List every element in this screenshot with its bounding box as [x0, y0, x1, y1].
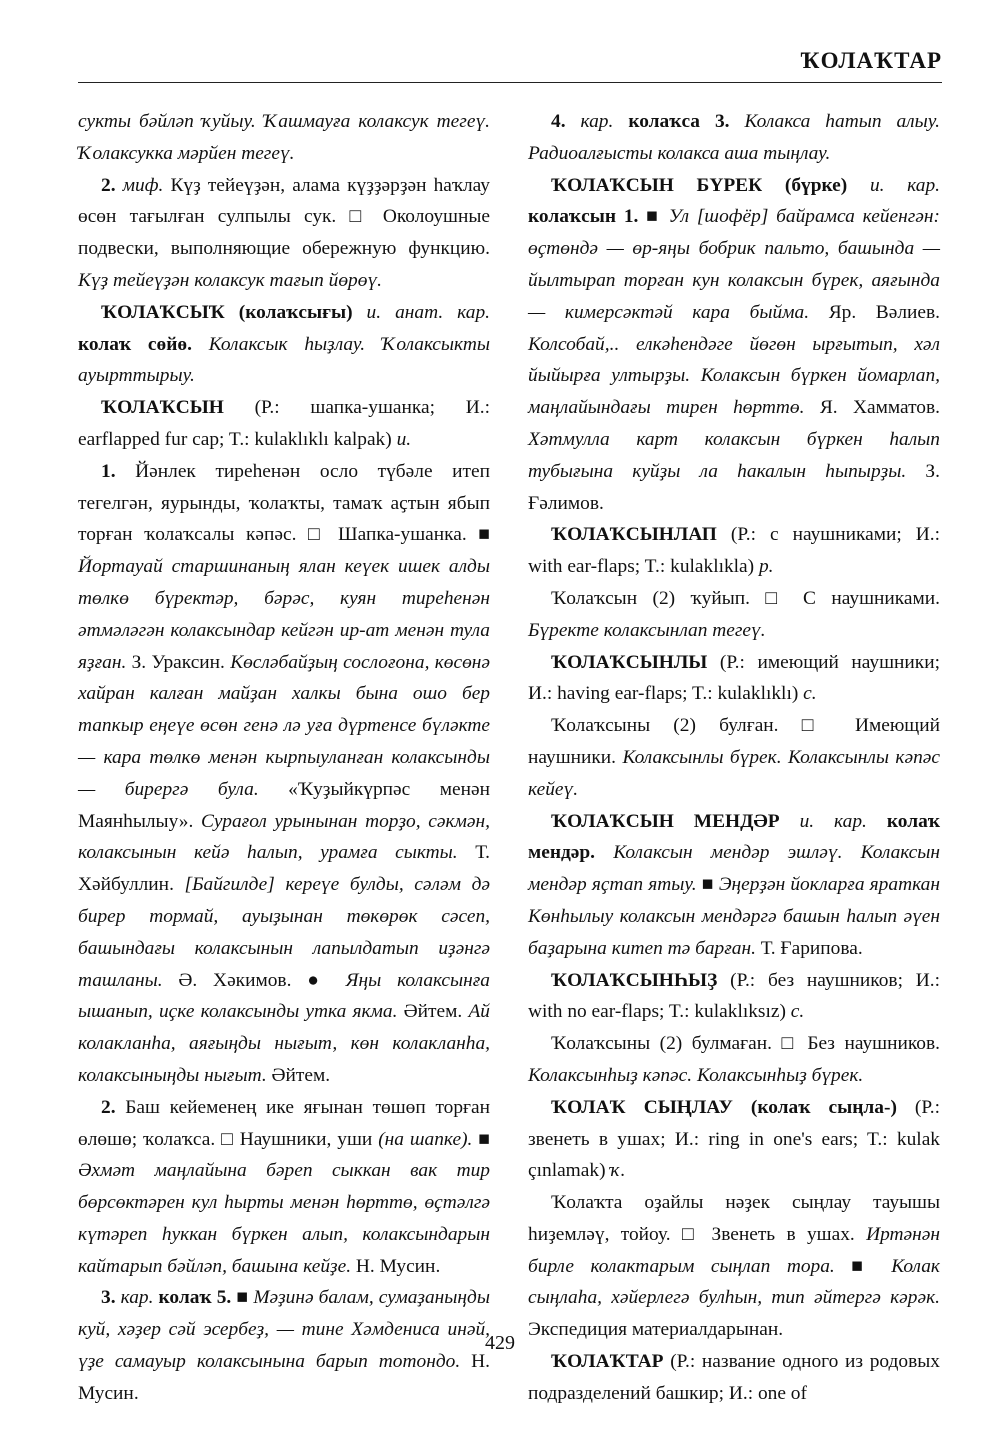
dictionary-paragraph: ҠОЛАҠСЫНЛЫ (Р.: имеющий наушники; И.: having ear-flaps; T.: kulaklıklı) с.: [528, 651, 940, 705]
dictionary-paragraph: 2. Баш кейеменең ике яғынан төшөп торған өлөшө; ҡолаҡса. □ Наушники, уши (на шапке). ■ Әхмәт маңлайына бәреп сыккан вак тир бөрсөктәрен кул һырты менән һөрттө, өҫтәлгә күтәреп һуккан бүркен алып, колаксындарын кайтарып бәйләп, башына кейҙе. Н. Мусин.: [78, 1096, 491, 1277]
dictionary-paragraph: ҠОЛАҠСЫН (Р.: шапка-ушанка; И.: earflapped fur cap; T.: kulaklıklı kalpak) и.: [78, 397, 490, 450]
dictionary-paragraph: 3. кар. колаҡ 5. ■ Мәҙинә балам, сумаҙаныңды куй, хәҙер сәй эсербеҙ, — тине Хәмдениса инәй, үҙе самауыр колаксынына барып тотондо. Н. Мусин.: [78, 1287, 491, 1404]
dictionary-paragraph: Ҡолаҡта оҙайлы нәҙек сыңлау тауышы һиҙемләү, тойоу. □ Звенеть в ушах. Иртәнән бирле колактарым сыңлап тора. ■ Колак сыңлаһа, хәйерлегә булһын, тип әйтергә кәрәк. Экспедиция материалдарынан.: [528, 1192, 940, 1341]
running-head: ҠОЛАҠТАР: [800, 48, 942, 73]
dictionary-paragraph: ҠОЛАҠСЫН МЕНДӘР и. кар. колаҡ мендәр. Колаксын мендәр эшләү. Колаксын мендәр яҫтап ятыу. ■ Эңерҙән йокларға яраткан Көнһылыу колаксын мендәргә башын һалып әүен баҙарына китеп тә барған. Т. Ғарипова.: [528, 810, 940, 959]
dictionary-paragraph: Ҡолаҡсыны (2) булған. □ Имеющий наушники. Колаксынлы бүрек. Колаксынлы кәпәс кейеү.: [528, 715, 940, 800]
dictionary-paragraph: 4. кар. колаҡса 3. Колакса һатып алыу. Радиоалғысты колакса аша тыңлау.: [528, 111, 940, 164]
dictionary-paragraph: сукты бәйләп ҡуйыу. Ҡашмауға колаксук тегеү. Ҡолаксукка мәрйен тегеү.: [78, 111, 490, 164]
dictionary-paragraph: ҠОЛАҠТАР (Р.: название одного из родовых подразделений башкир; И.: one of: [528, 1351, 940, 1404]
dictionary-paragraph: 1. Йәнлек тиреһенән осло түбәле итеп тегелгән, яурынды, ҡолаҡты, тамаҡ аҫтын ябып торған ҡолаҡсалы кәпәс. □ Шапка-ушанка. ■ Йортауай старшинаның ялан кеүек ишек алды төлкө бүректәр, бәрәс, куян тиреһенән әтмәләгән колаксындар кейгән ир-ат менән тула яҙған. З. Ураксин. Көсләбайҙың сослоғона, көсөнә хайран калған майҙан халкы бына ошо бер тапкыр еңеүе өсөн генә лә уға дүртенсе бүләкте — кара төлкө менән кырпыуланған колаксынды — бирергә була. «Ҡуҙыйкүрпәс менән Маянһылыу». Сурағол урынынан торҙо, сәкмән, колаксынын кейә һалып, урамға сыкты. Т. Хәйбуллин. [Байгилде] кереүе булды, сәләм дә бирер тормай, ауыҙынан төкөрөк сәсеп, башындағы колаксынын лапылдатып иҙәнгә ташланы. Ә. Хәкимов. ● Яңы колаксынға ышанып, иҫке колаксынды утка якма. Әйтем. Ай колакланһа, аяғыңды нығыт, көн колакланһа, колаксыныңды нығыт. Әйтем.: [78, 460, 490, 1086]
right-column: [528, 106, 940, 1410]
dictionary-paragraph: 2. миф. Күҙ тейеүҙән, алама күҙҙәрҙән һаҡлау өсөн тағылған сулпылы сук. □ Околоушные подвески, выполняющие обережную функцию. Күҙ тейеүҙән колаксук тағып йөрөү.: [78, 174, 490, 291]
dictionary-paragraph: Ҡолаҡсын (2) ҡуйып. □ С наушниками. Бүректе колаксынлап тегеү.: [528, 587, 940, 641]
header-rule: [78, 82, 942, 83]
dictionary-paragraph: ҠОЛАҠСЫНЛАП (Р.: с наушниками; И.: with ear-flaps; T.: kulaklıkla) р.: [528, 524, 940, 578]
dictionary-paragraph: ҠОЛАҠСЫН БҮРЕК (бүрке) и. кар. колаҡсын 1. ■ Ул [шофёр] байрамса кейенгән: өҫтөндә — өр-яңы бобрик пальто, башында — йылтырап торған кун колаксын бүрек, аяғында — кимерсәктәй кара быйма. Яр. Вәлиев. Колсобай,.. елкәһендәге йөгөн ырғытып, хәл йыйырға ултырҙы. Колаксын бүркен йомарлап, маңлайындағы тирен һөрттө. Я. Хамматов. Хәтмулла карт колаксын бүркен һалып тубығына куйҙы ла һакалын һыпырҙы. З. Ғәлимов.: [528, 174, 941, 514]
dictionary-paragraph: Ҡолаҡсыны (2) булмаған. □ Без наушников. Колаксынһыҙ кәпәс. Колаксынһыҙ бүрек.: [528, 1033, 940, 1086]
dictionary-paragraph: ҠОЛАҠСЫҠ (колаҡсығы) и. анат. кар. колаҡ сөйө. Колаксык һыҙлау. Ҡолаксыкты ауырттырыу.: [78, 301, 490, 387]
dictionary-paragraph: ҠОЛАҠСЫНҺЫҘ (Р.: без наушников; И.: with no ear-flaps; T.: kulaklıksız) с.: [528, 969, 940, 1023]
dictionary-paragraph: ҠОЛАҠ СЫҢЛАУ (колаҡ сыңла-) (Р.: звенеть в ушах; И.: ring in one's ears; T.: kulak çınlamak) ҡ.: [528, 1096, 940, 1182]
page-number: 429: [485, 1332, 515, 1354]
left-column: [78, 106, 490, 1410]
